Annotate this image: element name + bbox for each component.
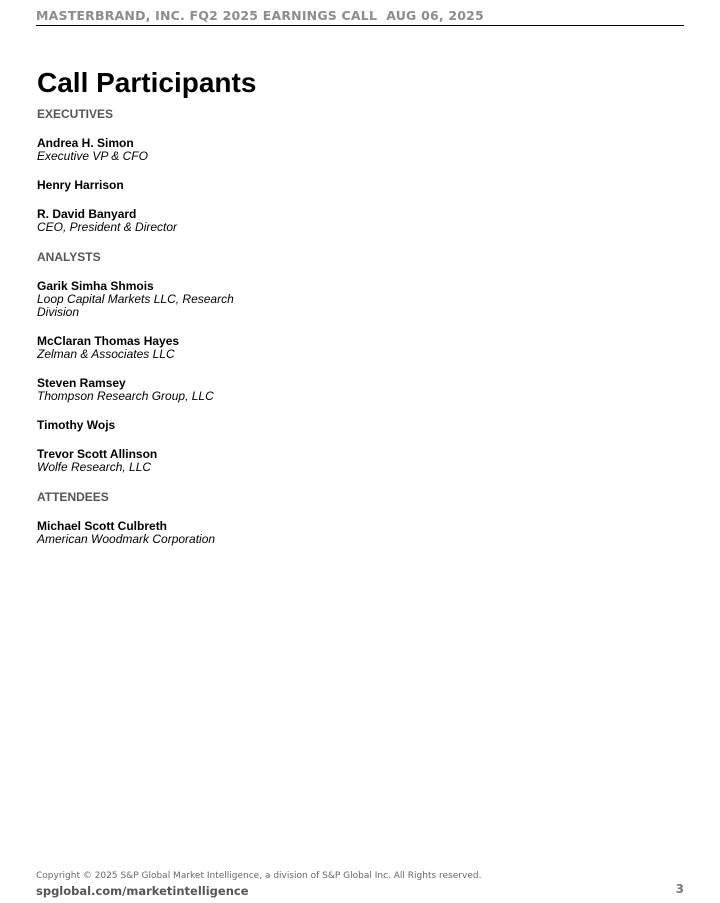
participant <box>37 377 297 403</box>
participant <box>37 179 297 192</box>
participants-list <box>37 107 297 562</box>
footer-website-link[interactable]: spglobal.com/marketintelligence <box>36 884 249 898</box>
participant <box>37 335 297 361</box>
participant-name: Steven Ramsey <box>37 376 126 390</box>
participant <box>37 280 297 319</box>
participant-role: Wolfe Research, LLC <box>37 460 152 474</box>
header-title: MASTERBRAND, INC. FQ2 2025 EARNINGS CALL AUG 06, 2025 <box>36 8 484 23</box>
page-header <box>36 8 684 26</box>
section-analysts <box>37 250 297 474</box>
participant-role: CEO, President & Director <box>37 220 178 234</box>
participant-name: R. David Banyard <box>37 207 137 221</box>
participant-name: Henry Harrison <box>37 178 124 192</box>
participant <box>37 520 297 546</box>
footer-copyright: Copyright © 2025 S&P Global Market Intelligence, a division of S&P Global Inc. All Rights reserved. <box>36 871 482 881</box>
section-title: ATTENDEES <box>37 490 109 504</box>
participant-role: Loop Capital Markets LLC, Research Division <box>37 292 234 319</box>
participant-role: Thompson Research Group, LLC <box>37 389 214 403</box>
page-title: Call Participants <box>37 67 257 98</box>
participant-role: Zelman & Associates LLC <box>37 347 175 361</box>
participant-name: Trevor Scott Allinson <box>37 447 158 461</box>
section-title: ANALYSTS <box>37 250 101 264</box>
participant-name: Michael Scott Culbreth <box>37 519 168 533</box>
participant <box>37 137 297 163</box>
section-attendees <box>37 490 297 546</box>
participant <box>37 419 297 432</box>
section-executives <box>37 107 297 234</box>
participant <box>37 448 297 474</box>
page-number: 3 <box>675 882 684 896</box>
section-title: EXECUTIVES <box>37 107 114 121</box>
participant-name: Timothy Wojs <box>37 418 116 432</box>
participant-role: Executive VP & CFO <box>37 149 148 163</box>
participant-name: Garik Simha Shmois <box>37 279 154 293</box>
participant <box>37 208 297 234</box>
participant-name: McClaran Thomas Hayes <box>37 334 180 348</box>
participant-role: American Woodmark Corporation <box>37 532 216 546</box>
participant-name: Andrea H. Simon <box>37 136 134 150</box>
